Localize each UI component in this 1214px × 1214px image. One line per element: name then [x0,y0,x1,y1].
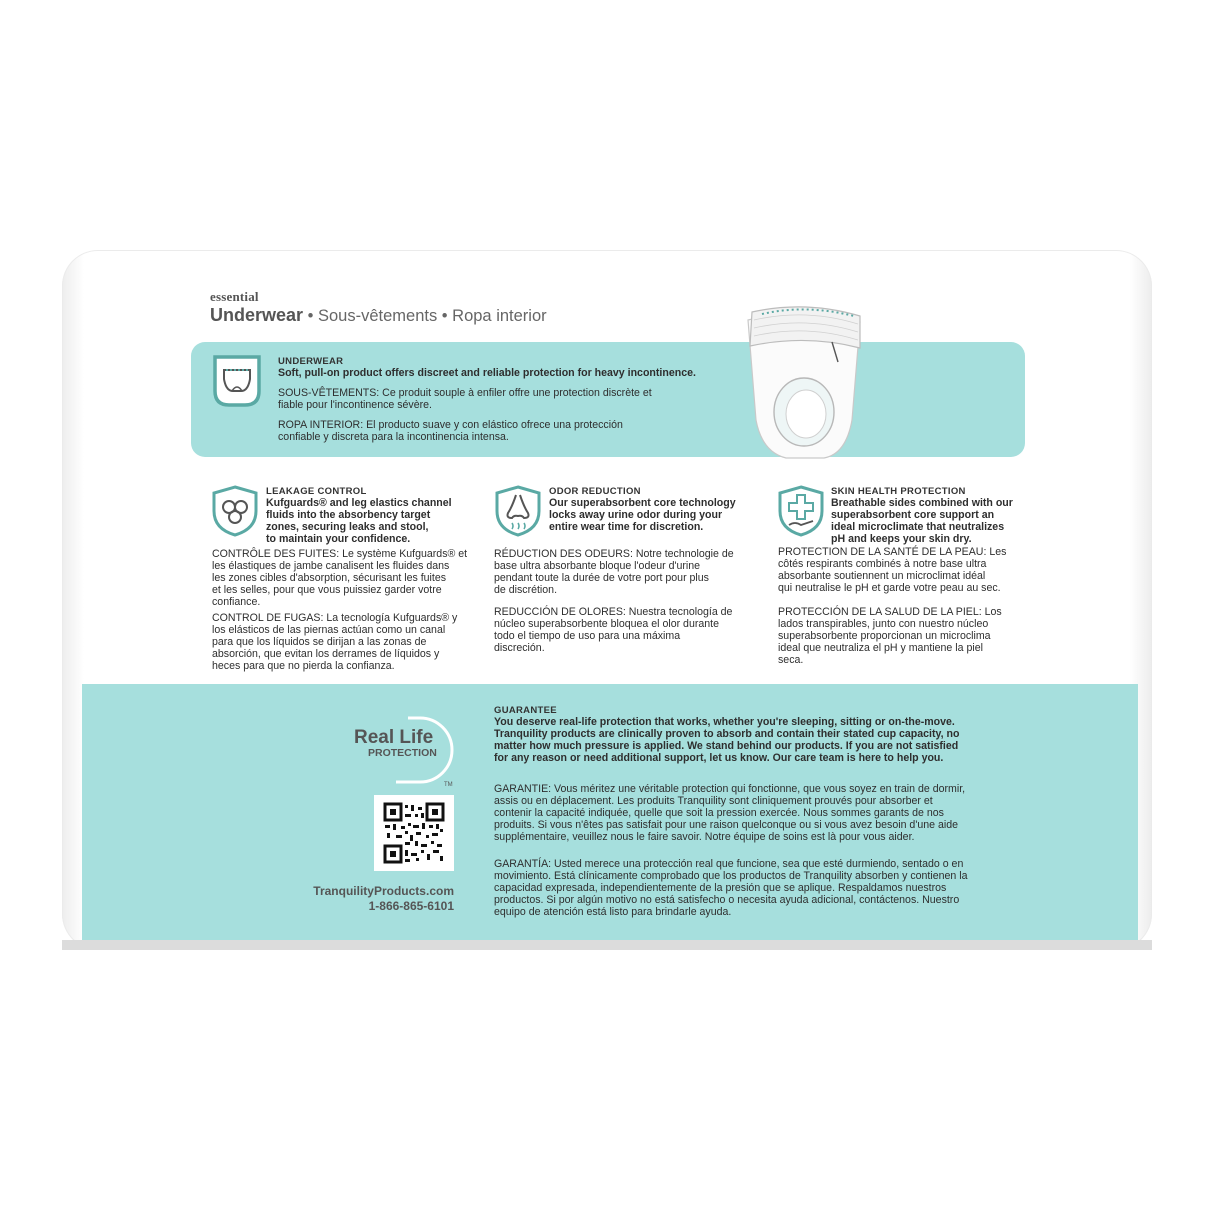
feature-es-line: todo el tiempo de uso para una máxima [494,630,681,642]
droplets-shield-icon [211,485,259,537]
underwear-product-illustration [742,302,867,462]
guarantee-fr-line: assis ou en déplacement. Les produits Tranquility sont cliniquement prouvés pour absorber et [494,795,933,807]
package-bottom-edge [62,940,1152,950]
feature-fr-line: côtés respirants combinés à notre base ultra [778,558,987,570]
feature-es-line: absorción, que evitan los derrames de líquidos y [212,648,440,660]
feature-es-line: lados transpirables, junto con nuestro núcleo [778,618,989,630]
feature-en-line: Breathable sides combined with our [831,497,1013,509]
feature-es-line: REDUCCIÓN DE OLORES: Nuestra tecnología de [494,606,733,618]
guarantee-es-line: movimiento. Está clínicamente comprobado que los productos de Tranquility absorben y contienen la [494,870,968,882]
feature-en-line: entire wear time for discretion. [549,521,704,533]
brand-essential: essential [210,289,259,304]
guarantee-en-line: matter how much pressure is applied. We stand behind our products. If you are not satisfied [494,740,959,752]
feature-es-line: PROTECCIÓN DE LA SALUD DE LA PIEL: Los [778,606,1002,618]
guarantee-es-line: productos. Si por algún motivo no está satisfecho o necesita ayuda adicional, contáctenos. Nuestro [494,894,960,906]
feature-fr-line: et les selles, pour que vous puissiez garder votre [212,584,442,596]
feature-en-line: ideal microclimate that neutralizes [831,521,1005,533]
logo-line2: PROTECTION [368,747,437,759]
hero-caption: UNDERWEAR [278,356,344,367]
feature-es-line: discreción. [494,642,545,654]
contact-info [313,884,454,914]
guarantee-es-line: capacidad expresada, independientemente de la presión que se aplique. Respaldamos nuestros [494,882,947,894]
hero-spanish-2: confiable y discreta para la incontinencia intensa. [278,431,509,443]
hero-french-1: SOUS-VÊTEMENTS: Ce produit souple à enfiler offre une protection discrète et [278,387,652,399]
guarantee-en-line: You deserve real-life protection that works, whether you're sleeping, sitting or on-the-move. [494,716,955,728]
nose-icon [494,485,542,537]
product-title [210,305,547,326]
feature-es-line: núcleo superabsorbente bloquea el olor durante [494,618,719,630]
guarantee-caption: GUARANTEE [494,705,557,716]
feature-fr-line: confiance. [212,596,261,608]
guarantee-fr-line: supplémentaire, veuillez nous le faire savoir. Notre équipe de soins est là pour vous aider. [494,831,915,843]
feature-en-line: superabsorbent core support an [831,509,995,521]
guarantee-en-line: Tranquility products are clinically proven to absorb and contain their stated cup capacity, no [494,728,960,740]
hero-french-2: fiable pour l'incontinence sévère. [278,399,432,411]
feature-es-line: CONTROL DE FUGAS: La tecnología Kufguards® y [212,612,458,624]
guarantee-es-line: equipo de atención está listo para brindarle ayuda. [494,906,732,918]
website-link[interactable]: TranquilityProducts.com [313,884,454,898]
feature-caption: ODOR REDUCTION [549,486,641,497]
phone-number[interactable]: 1-866-865-6101 [368,899,454,913]
feature-fr-line: pendant toute la durée de votre port pour plus [494,572,709,584]
underwear-icon [211,353,263,409]
feature-fr-line: PROTECTION DE LA SANTÉ DE LA PEAU: Les [778,546,1007,558]
hero-spanish-1: ROPA INTERIOR: El producto suave y con elástico ofrece una protección [278,419,623,431]
feature-en-line: locks away urine odor during your [549,509,723,521]
qr-code-image [374,795,454,871]
feature-es-line: superabsorbente proporcionan un microclima [778,630,991,642]
feature-fr-line: de discrétion. [494,584,558,596]
hero-english: Soft, pull-on product offers discreet and reliable protection for heavy incontinence. [278,367,696,379]
guarantee-en-line: for any reason or need additional support, let us know. Our care team is here to help you. [494,752,944,764]
guarantee-fr-line: produits. Si vous n'êtes pas satisfait pour une raison quelconque ou si vous avez besoin d'une aide [494,819,958,831]
feature-en-line: Our superabsorbent core technology [549,497,736,509]
logo-line1: Real Life [354,727,434,748]
feature-es-line: ideal que neutraliza el pH y mantiene la piel [778,642,983,654]
feature-en-line: pH and keeps your skin dry. [831,533,972,545]
feature-es-line: heces para que no pierda la confianza. [212,660,395,672]
feature-fr-line: absorbante soutiennent un microclimat idéal [778,570,986,582]
feature-es-line: para que los líquidos se dirijan a las zonas de [212,636,427,648]
feature-fr-line: base ultra absorbante bloque l'odeur d'urine [494,560,701,572]
feature-fr-line: les zones cibles d'absorption, sécurisant les fuites [212,572,447,584]
feature-es-line: los elásticos de las piernas actúan como un canal [212,624,446,636]
feature-caption: LEAKAGE CONTROL [266,486,367,497]
feature-fr-line: qui neutralise le pH et garde votre peau au sec. [778,582,1001,594]
feature-fr-line: RÉDUCTION DES ODEURS: Notre technologie de [494,548,734,560]
guarantee-fr-line: GARANTIE: Vous méritez une véritable protection qui fonctionne, que vous soyez en train de dormir, [494,783,966,795]
logo-trademark: TM [444,782,453,786]
guarantee-fr-line: contenir la capacité indiquée, quelle que soit la pression exercée. Nous sommes garants de nos [494,807,944,819]
feature-en-line: fluids into the absorbency target [266,509,431,521]
title-translations: • Sous-vêtements • Ropa interior [303,307,547,325]
guarantee-es-line: GARANTÍA: Usted merece una protección real que funcione, sea que esté durmiendo, sentado o en [494,858,964,870]
feature-en-line: to maintain your confidence. [266,533,411,545]
feature-fr-line: CONTRÔLE DES FUITES: Le système Kufguards® et [212,548,468,560]
feature-caption: SKIN HEALTH PROTECTION [831,486,966,497]
title-main: Underwear [210,305,304,325]
feature-fr-line: les élastiques de jambe canalisent les fluides dans [212,560,450,572]
feature-en-line: Kufguards® and leg elastics channel [266,497,452,509]
medical-cross-shield-icon [777,485,825,537]
feature-en-line: zones, securing leaks and stool, [266,521,429,533]
real-life-protection-logo [350,714,460,786]
feature-es-line: seca. [778,654,804,666]
qr-code[interactable] [374,795,454,871]
